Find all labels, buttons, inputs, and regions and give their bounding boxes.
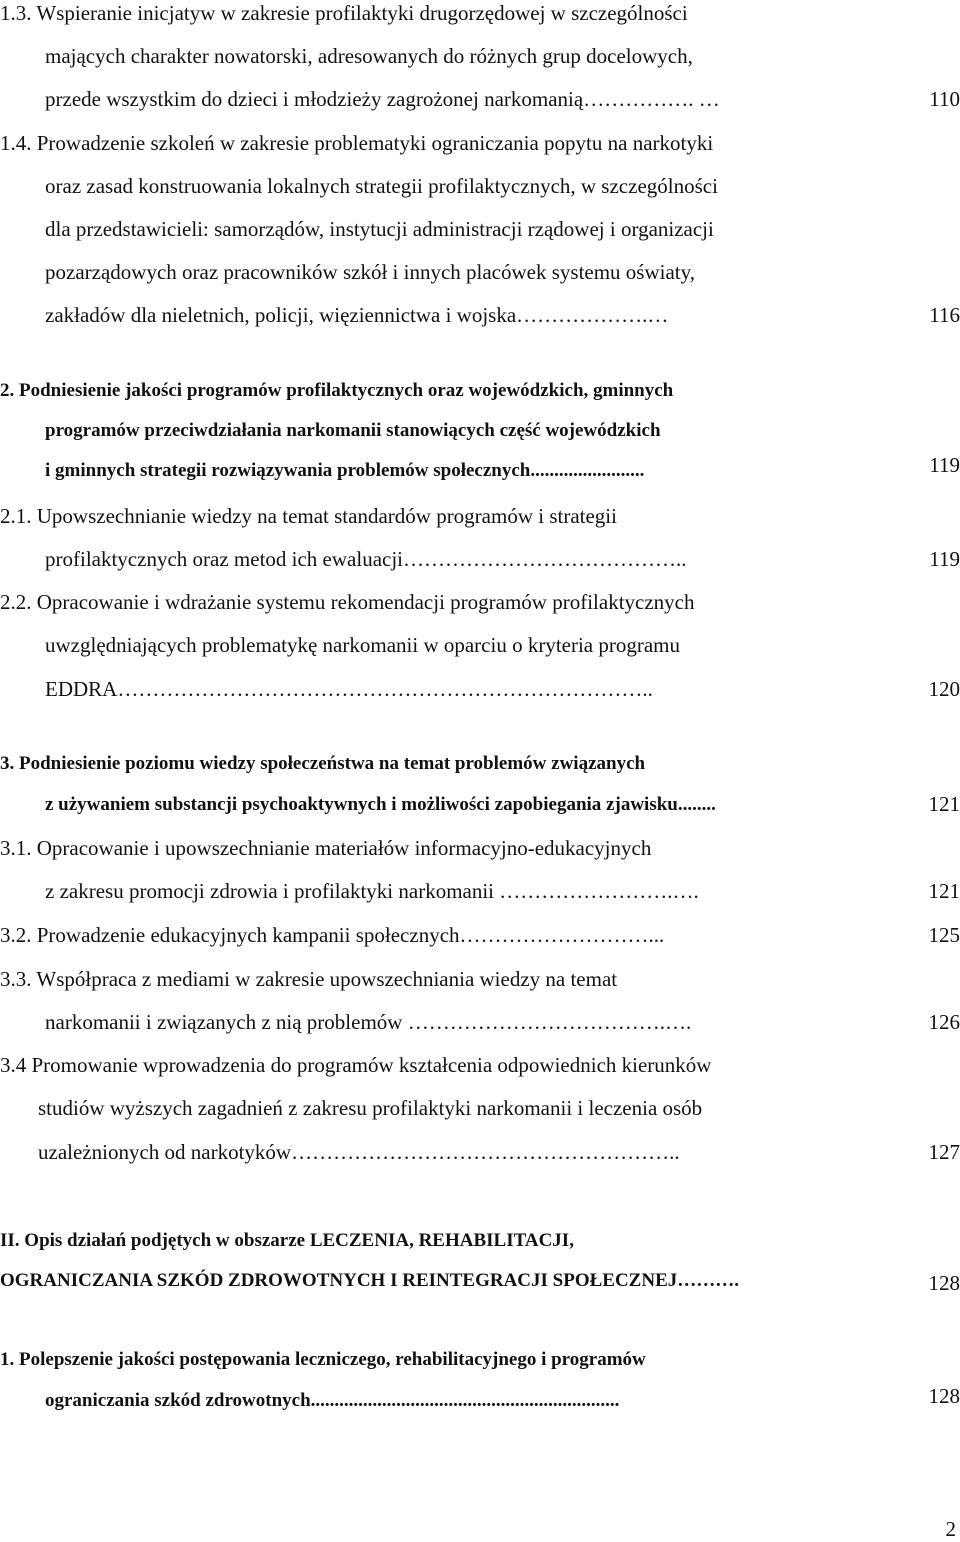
toc-page-number: 125 bbox=[928, 923, 960, 947]
toc-entry-2-2-line-3: EDDRA………………………………………………………………….. bbox=[45, 677, 653, 701]
toc-entry-2-2-line-1: 2.2. Opracowanie i wdrażanie systemu rekomendacji programów profilaktycznych bbox=[0, 590, 695, 614]
toc-section-1-line-1: 1. Polepszenie jakości postępowania leczniczego, rehabilitacyjnego i programów bbox=[0, 1349, 646, 1370]
toc-entry-1-4-line-3: dla przedstawicieli: samorządów, instytucji administracji rządowej i organizacji bbox=[45, 217, 714, 241]
toc-page-number: 116 bbox=[929, 303, 960, 327]
toc-page-number: 121 bbox=[928, 792, 960, 816]
toc-entry-1-3-line-1: 1.3. Wspieranie inicjatyw w zakresie profilaktyki drugorzędowej w szczególności bbox=[0, 1, 688, 25]
toc-part-2-line-1: II. Opis działań podjętych w obszarze LECZENIA, REHABILITACJI, bbox=[0, 1230, 574, 1251]
toc-section-2-line-2: programów przeciwdziałania narkomanii stanowiących część wojewódzkich bbox=[45, 420, 661, 441]
toc-entry-3-3-line-2: narkomanii i związanych z nią problemów ……………………………….…. bbox=[45, 1010, 692, 1034]
toc-section-2-line-3: i gminnych strategii rozwiązywania problemów społecznych........................ bbox=[45, 460, 645, 481]
toc-page-number: 128 bbox=[928, 1384, 960, 1408]
toc-entry-3-1-line-1: 3.1. Opracowanie i upowszechnianie materiałów informacyjno-edukacyjnych bbox=[0, 836, 652, 860]
toc-entry-3-4-line-2: studiów wyższych zagadnień z zakresu profilaktyki narkomanii i leczenia osób bbox=[38, 1096, 703, 1120]
toc-page-number: 127 bbox=[928, 1140, 960, 1164]
toc-entry-2-2-line-2: uwzględniających problematykę narkomanii w oparciu o kryteria programu bbox=[45, 633, 681, 657]
toc-page-number: 120 bbox=[928, 677, 960, 701]
footer-page-number: 2 bbox=[945, 1517, 956, 1541]
toc-entry-1-4-line-1: 1.4. Prowadzenie szkoleń w zakresie problematyki ograniczania popytu na narkotyki bbox=[0, 131, 714, 155]
toc-part-2-line-2: OGRANICZANIA SZKÓD ZDROWOTNYCH I REINTEGRACJI SPOŁECZNEJ………. bbox=[0, 1270, 739, 1291]
toc-entry-1-4-line-5: zakładów dla nieletnich, policji, więziennictwa i wojska……………….… bbox=[45, 303, 669, 327]
toc-entry-1-4-line-2: oraz zasad konstruowania lokalnych strategii profilaktycznych, w szczególności bbox=[45, 174, 718, 198]
toc-entry-3-4-line-1: 3.4 Promowanie wprowadzenia do programów kształcenia odpowiednich kierunków bbox=[0, 1053, 712, 1077]
toc-page-number: 126 bbox=[928, 1010, 960, 1034]
toc-page-number: 121 bbox=[928, 879, 960, 903]
toc-entry-2-1-line-2: profilaktycznych oraz metod ich ewaluacji………………………………….. bbox=[45, 547, 687, 571]
toc-page-number: 128 bbox=[928, 1271, 960, 1295]
toc-section-1-line-2: ograniczania szkód zdrowotnych................................................................. bbox=[45, 1390, 620, 1411]
toc-section-2-line-1: 2. Podniesienie jakości programów profilaktycznych oraz wojewódzkich, gminnych bbox=[0, 380, 674, 401]
toc-section-3-line-1: 3. Podniesienie poziomu wiedzy społeczeństwa na temat problemów związanych bbox=[0, 753, 646, 774]
toc-page-number: 119 bbox=[929, 547, 960, 571]
toc-entry-1-3-line-2: mających charakter nowatorski, adresowanych do różnych grup docelowych, bbox=[45, 44, 693, 68]
toc-entry-3-4-line-3: uzależnionych od narkotyków……………………………………………….. bbox=[38, 1140, 680, 1164]
toc-section-3-line-2: z używaniem substancji psychoaktywnych i możliwości zapobiegania zjawisku........ bbox=[45, 794, 716, 815]
toc-entry-3-1-line-2: z zakresu promocji zdrowia i profilaktyki narkomanii …………………….…. bbox=[45, 879, 699, 903]
toc-entry-3-2-line-1: 3.2. Prowadzenie edukacyjnych kampanii społecznych………………………... bbox=[0, 923, 665, 947]
toc-entry-2-1-line-1: 2.1. Upowszechnianie wiedzy na temat standardów programów i strategii bbox=[0, 504, 617, 528]
toc-page-number: 110 bbox=[929, 87, 960, 111]
toc-entry-3-3-line-1: 3.3. Współpraca z mediami w zakresie upowszechniania wiedzy na temat bbox=[0, 967, 618, 991]
toc-page-number: 119 bbox=[929, 453, 960, 477]
toc-entry-1-4-line-4: pozarządowych oraz pracowników szkół i innych placówek systemu oświaty, bbox=[45, 260, 696, 284]
toc-entry-1-3-line-3: przede wszystkim do dzieci i młodzieży zagrożonej narkomanią……………. … bbox=[45, 87, 720, 111]
